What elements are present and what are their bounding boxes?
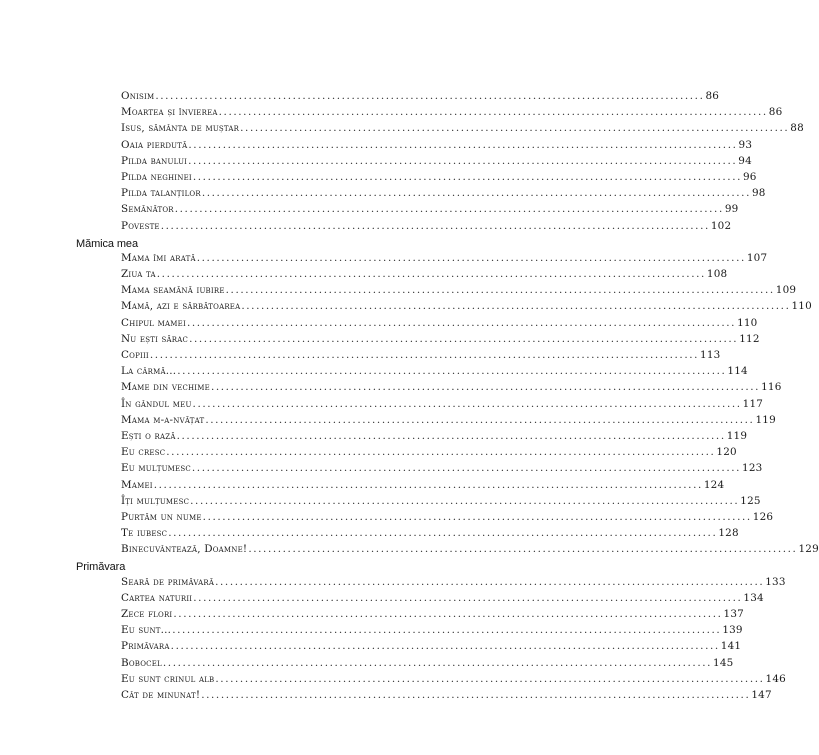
toc-entry-page-number: 110 [737,316,758,329]
toc-entry-title: Binecuvântează, Doamne! [121,543,248,556]
dot-leader: ................................................................................................................ [241,300,791,313]
toc-entry-title: Mame din vechime [121,381,210,394]
toc-entry [121,203,739,219]
toc-entry-title: Isus, sământa de muștar [121,122,240,135]
toc-entry [121,365,748,381]
toc-entry-page-number: 126 [752,510,774,523]
dot-leader: ................................................................................................................ [149,349,700,361]
toc-entry-page-number: 93 [738,138,753,151]
toc-entry-page-number: 141 [720,640,742,653]
toc-entry [121,543,819,559]
toc-entry-page-number: 145 [713,656,734,669]
dot-leader: ................................................................................................................ [173,608,723,620]
toc-entry-page-number: 86 [705,90,720,102]
dot-leader: ................................................................................................................ [156,268,706,281]
toc-entry-page-number: 99 [724,203,739,216]
toc-entry-title: Îți mulțumesc [121,494,190,507]
toc-entry [121,656,734,673]
dot-leader: ................................................................................................................ [166,446,716,459]
toc-entry [121,332,760,349]
toc-entry-title: Chipul mamei [121,316,186,329]
dot-leader: ................................................................................................................ [174,203,724,216]
toc-entry-title: Zece flori [121,608,173,620]
toc-entry-title: Mamă, azi e sărbătoarea [121,300,241,313]
dot-leader: ................................................................................................................ [160,219,710,232]
toc-entry [121,608,744,624]
toc-entry [121,90,720,106]
toc-entry-page-number: 109 [775,284,797,297]
dot-leader: ................................................................................................................ [153,478,703,491]
toc-entry-page-number: 124 [703,478,725,491]
toc-entry [121,300,812,316]
toc-entry [121,219,732,236]
toc-entry [121,527,739,543]
toc-entry [121,688,772,705]
toc-entry [121,381,782,397]
toc-entry-page-number: 107 [746,251,768,264]
toc-entry-title: Cartea naturii [121,591,193,604]
toc-entry-page-number: 147 [751,688,772,701]
toc-entry-page-number: 123 [742,462,763,475]
toc-entry-page-number: 110 [791,300,812,313]
dot-leader: ................................................................................................................ [192,397,742,410]
toc-entry-title: Primăvara [121,640,170,653]
toc-entry [121,462,763,478]
toc-entry-page-number: 119 [726,429,748,442]
toc-entry [121,510,774,527]
toc-entry-title: Mama îmi arată [121,251,196,264]
toc-entry-title: Oaia pierdută [121,138,188,151]
toc-entry-page-number: 114 [727,365,748,378]
toc-entry [121,251,768,268]
dot-leader: ................................................................................................................ [186,316,737,329]
toc-entry-page-number: 94 [738,154,752,167]
toc-entry-page-number: 86 [768,106,783,119]
toc-entry [121,349,721,365]
toc-entry-title: Ești o rază [121,429,176,442]
dot-leader: ................................................................................................................ [168,527,718,540]
dot-leader: ................................................................................................................ [201,187,751,200]
toc-entry-title: Pilda banului [121,154,188,167]
toc-entry-page-number: 102 [710,219,732,232]
toc-entry-title: La cârmă... [121,365,177,378]
toc-entry-page-number: 96 [743,170,757,183]
dot-leader: ................................................................................................................ [202,510,752,523]
toc-entry-page-number: 119 [755,413,776,426]
toc-entry-title: Onisim [121,90,155,102]
dot-leader: ................................................................................................................ [176,429,726,442]
toc-entry-page-number: 134 [743,591,764,604]
toc-entry [121,591,764,608]
dot-leader: ................................................................................................................ [155,90,705,102]
toc-entry-title: Moartea și învierea [121,106,218,119]
toc-entry-page-number: 125 [740,494,761,507]
dot-leader: ................................................................................................................ [225,284,775,297]
toc-entry [121,429,748,446]
dot-leader: ................................................................................................................ [215,672,765,685]
toc-entry-title: Seară de primăvară [121,575,215,588]
toc-entry-title: Pilda neghinei [121,170,192,183]
toc-entry-page-number: 108 [706,268,728,281]
toc-entry-page-number: 146 [765,672,786,685]
toc-entry [121,316,758,333]
toc-entry-title: Mamei [121,478,153,491]
dot-leader: ................................................................................................................ [248,543,798,556]
dot-leader: ................................................................................................................ [162,656,713,669]
toc-entry-title: Semănător [121,203,174,216]
toc-entry-title: Mama m-a-nvățat [121,413,205,426]
toc-entry [121,413,776,430]
dot-leader: ................................................................................................................ [177,365,727,378]
toc-entry-title: Pilda talanților [121,187,201,200]
dot-leader: ................................................................................................................ [189,332,739,345]
dot-leader: ................................................................................................................ [191,462,742,475]
toc-entry-title: Eu cresc [121,446,166,459]
toc-entry-title: Eu sunt crinul alb [121,672,215,685]
toc-entry [121,122,804,138]
toc-entry-page-number: 128 [718,527,739,540]
toc-entry [121,494,761,511]
toc-entry [121,446,737,462]
toc-entry [121,397,764,414]
toc-entry-page-number: 133 [765,575,786,588]
toc-entry-title: Poveste [121,219,160,232]
toc-entry-title: Cât de minunat! [121,688,201,701]
toc-entry-title: În gândul meu [121,397,192,410]
toc-entry-page-number: 88 [790,122,804,135]
toc-entry-title: Eu mulțumesc [121,462,191,475]
dot-leader: ................................................................................................................ [205,413,755,426]
toc-entry-title: Te iubesc [121,527,168,540]
dot-leader: ................................................................................................................ [215,575,765,588]
table-of-contents [0,90,819,705]
toc-entry-title: Nu ești sărac [121,332,189,345]
dot-leader: ................................................................................................................ [240,122,790,135]
dot-leader: ................................................................................................................ [190,494,740,507]
toc-entry-title: Copiii [121,349,149,361]
toc-entry [121,187,766,203]
dot-leader: ................................................................................................................ [188,154,738,167]
toc-entry [121,138,753,155]
section-heading: Primăvara [76,561,126,574]
toc-entry-title: Mama seamănă iubire [121,284,225,297]
dot-leader: ................................................................................................................ [192,170,742,183]
dot-leader: ................................................................................................................ [218,106,768,119]
toc-entry-page-number: 117 [742,397,764,410]
dot-leader: ................................................................................................................ [210,381,761,394]
toc-entry-page-number: 112 [739,332,760,345]
toc-entry [121,478,725,495]
toc-entry [121,624,743,640]
toc-entry-page-number: 120 [716,446,737,459]
toc-entry-page-number: 137 [723,608,744,620]
section-heading: Mămica mea [76,237,138,250]
toc-entry-page-number: 98 [751,187,766,200]
toc-entry-page-number: 139 [722,624,743,637]
dot-leader: ................................................................................................................ [193,591,743,604]
dot-leader: ................................................................................................................ [188,138,738,151]
toc-entry [121,575,786,592]
toc-entry-title: Eu sunt... [121,624,172,637]
toc-entry [121,106,783,122]
toc-entry [121,170,757,187]
dot-leader: ................................................................................................................ [196,251,746,264]
dot-leader: ................................................................................................................ [172,624,722,637]
toc-entry [121,154,752,171]
toc-entry-title: Ziua ta [121,268,156,281]
toc-entry [121,268,728,284]
toc-entry-page-number: 113 [700,349,721,361]
toc-entry-title: Purtăm un nume [121,510,202,523]
toc-entry [121,640,742,656]
toc-entry-title: Bobocel [121,656,162,669]
toc-entry-page-number: 129 [798,543,819,556]
toc-entry [121,284,797,300]
toc-entry [121,672,786,689]
dot-leader: ................................................................................................................ [201,688,751,701]
toc-entry-page-number: 116 [761,381,782,394]
dot-leader: ................................................................................................................ [170,640,720,653]
